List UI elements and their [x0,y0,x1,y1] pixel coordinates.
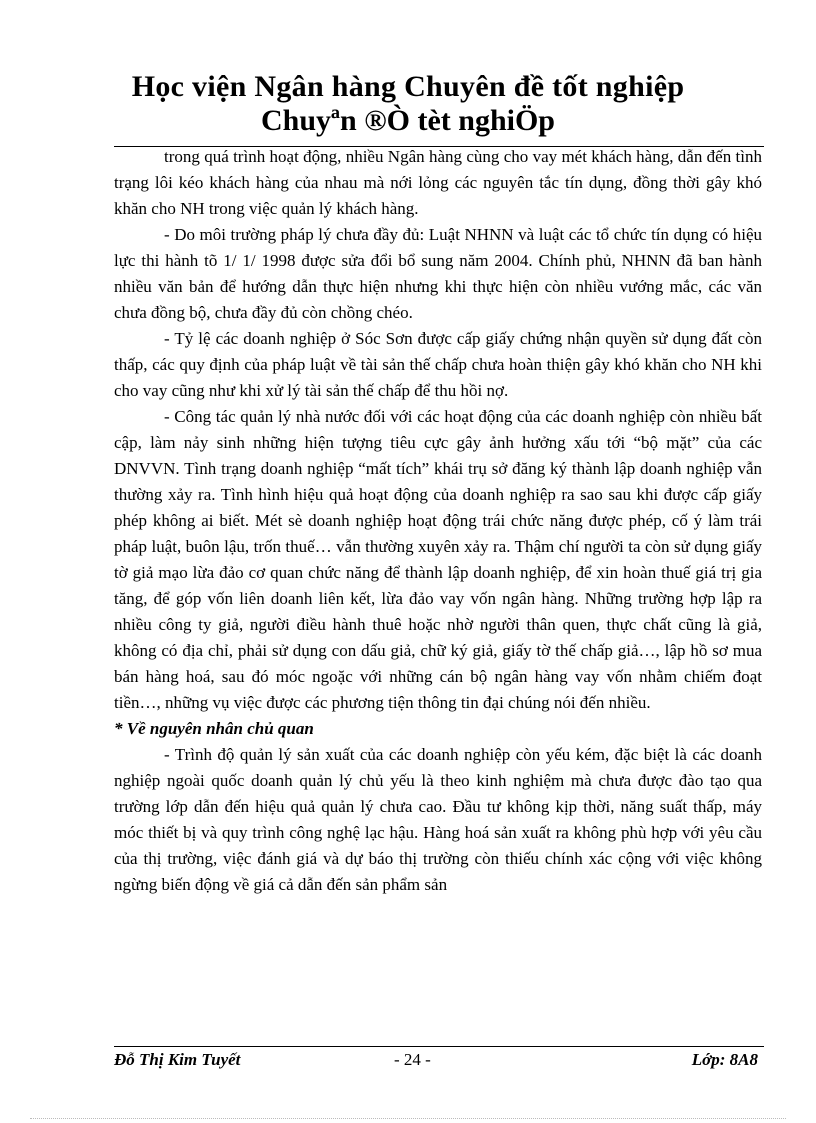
footer-page-number: - 24 - [394,1050,431,1069]
paragraph-4: - Công tác quản lý nhà nước đối với các hoạt động của các doanh nghiệp còn nhiều bất cập, làm nảy sinh những hiện tượng tiêu cực gây ảnh hưởng xấu tới “bộ mặt” của các DNVVN. Tình trạng doanh nghiệp “mất tích” khái trụ sở đăng ký thành lập doanh nghiệp vẫn thường xảy ra. Tình hình hiệu quả hoạt động của doanh nghiệp ra sao sau khi được cấp giấy phép không ai biết. Mét sè doanh nghiệp hoạt động trái chức năng được phép, cố ý làm trái pháp luật, buôn lậu, trốn thuế… vẫn thường xuyên xảy ra. Thậm chí người ta còn sử dụng giấy tờ giả mạo lừa đảo cơ quan chức năng để thành lập doanh nghiệp, để xin hoàn thuế giá trị gia tăng, để góp vốn liên doanh liên kết, lừa đảo vay vốn ngân hàng. Những trường hợp lập ra nhiều công ty giả, người điều hành thuê hoặc nhờ người thân quen, thực chất cũng là giả, không có địa chỉ, phải sử dụng con dấu giả, chữ ký giả, giấy tờ thế chấp giả…, lập hồ sơ mua bán hàng hoá, sau đó móc ngoặc với những cán bộ ngân hàng vay vốn nhằm chiếm đoạt tiền…, những vụ việc được các phương tiện thông tin đại chúng nói đến nhiều. [114,407,762,712]
footer-author: Đỗ Thị Kim Tuyết [114,1050,241,1069]
document-body [114,144,762,898]
paragraph-3: - Tỷ lệ các doanh nghiệp ở Sóc Sơn được cấp giấy chứng nhận quyền sử dụng đất còn thấp, các quy định của pháp luật về tài sản thế chấp chưa hoàn thiện gây khó khăn cho NH khi cho vay cũng như khi xử lý tài sản thế chấp để thu hồi nợ. [114,329,762,400]
page-bottom-dotted-border [30,1118,786,1119]
footer-divider [114,1046,764,1047]
page-footer [114,1050,764,1070]
paragraph-2: - Do môi trường pháp lý chưa đầy đủ: Luật NHNN và luật các tổ chức tín dụng có hiệu lực thi hành tõ 1/ 1/ 1998 được sửa đổi bổ sung năm 2004. Chính phủ, NHNN đã ban hành nhiều văn bản để hướng dẫn thực hiện nhưng khi thực hiện còn nhiều vướng mắc, các văn chưa đồng bộ, chưa đầy đủ còn chồng chéo. [114,225,762,322]
header-title-line1: Học viện Ngân hàng Chuyên đề tốt nghiệp [131,70,685,103]
page-header [0,70,816,138]
footer-class-label: Lớp: 8A8 [691,1050,758,1069]
paragraph-1: trong quá trình hoạt động, nhiều Ngân hàng cùng cho vay mét khách hàng, dẫn đến tình trạng lôi kéo khách hàng của nhau mà nới lỏng các nguyên tắc tín dụng, đồng thời gây khó khăn cho NH trong việc quản lý khách hàng. [114,147,762,218]
paragraph-5: - Trình độ quản lý sản xuất của các doanh nghiệp còn yếu kém, đặc biệt là các doanh nghiệp ngoài quốc doanh quản lý chủ yếu là theo kinh nghiệm mà chưa được đào tạo qua trường lớp dẫn đến hiệu quả quản lý chưa cao. Đầu tư không kịp thời, năng suất thấp, máy móc thiết bị và quy trình công nghệ lạc hậu. Hàng hoá sản xuất ra không phù hợp với yêu cầu của thị trường, việc đánh giá và dự báo thị trường còn thiếu chính xác cộng với việc không ngừng biến động về giá cả dẫn đến sản phẩm sản [114,745,762,894]
section-subheading: * Về nguyên nhân chủ quan [114,719,314,738]
header-title-line2: Chuyªn ®Ò tèt nghiÖp [261,104,555,137]
